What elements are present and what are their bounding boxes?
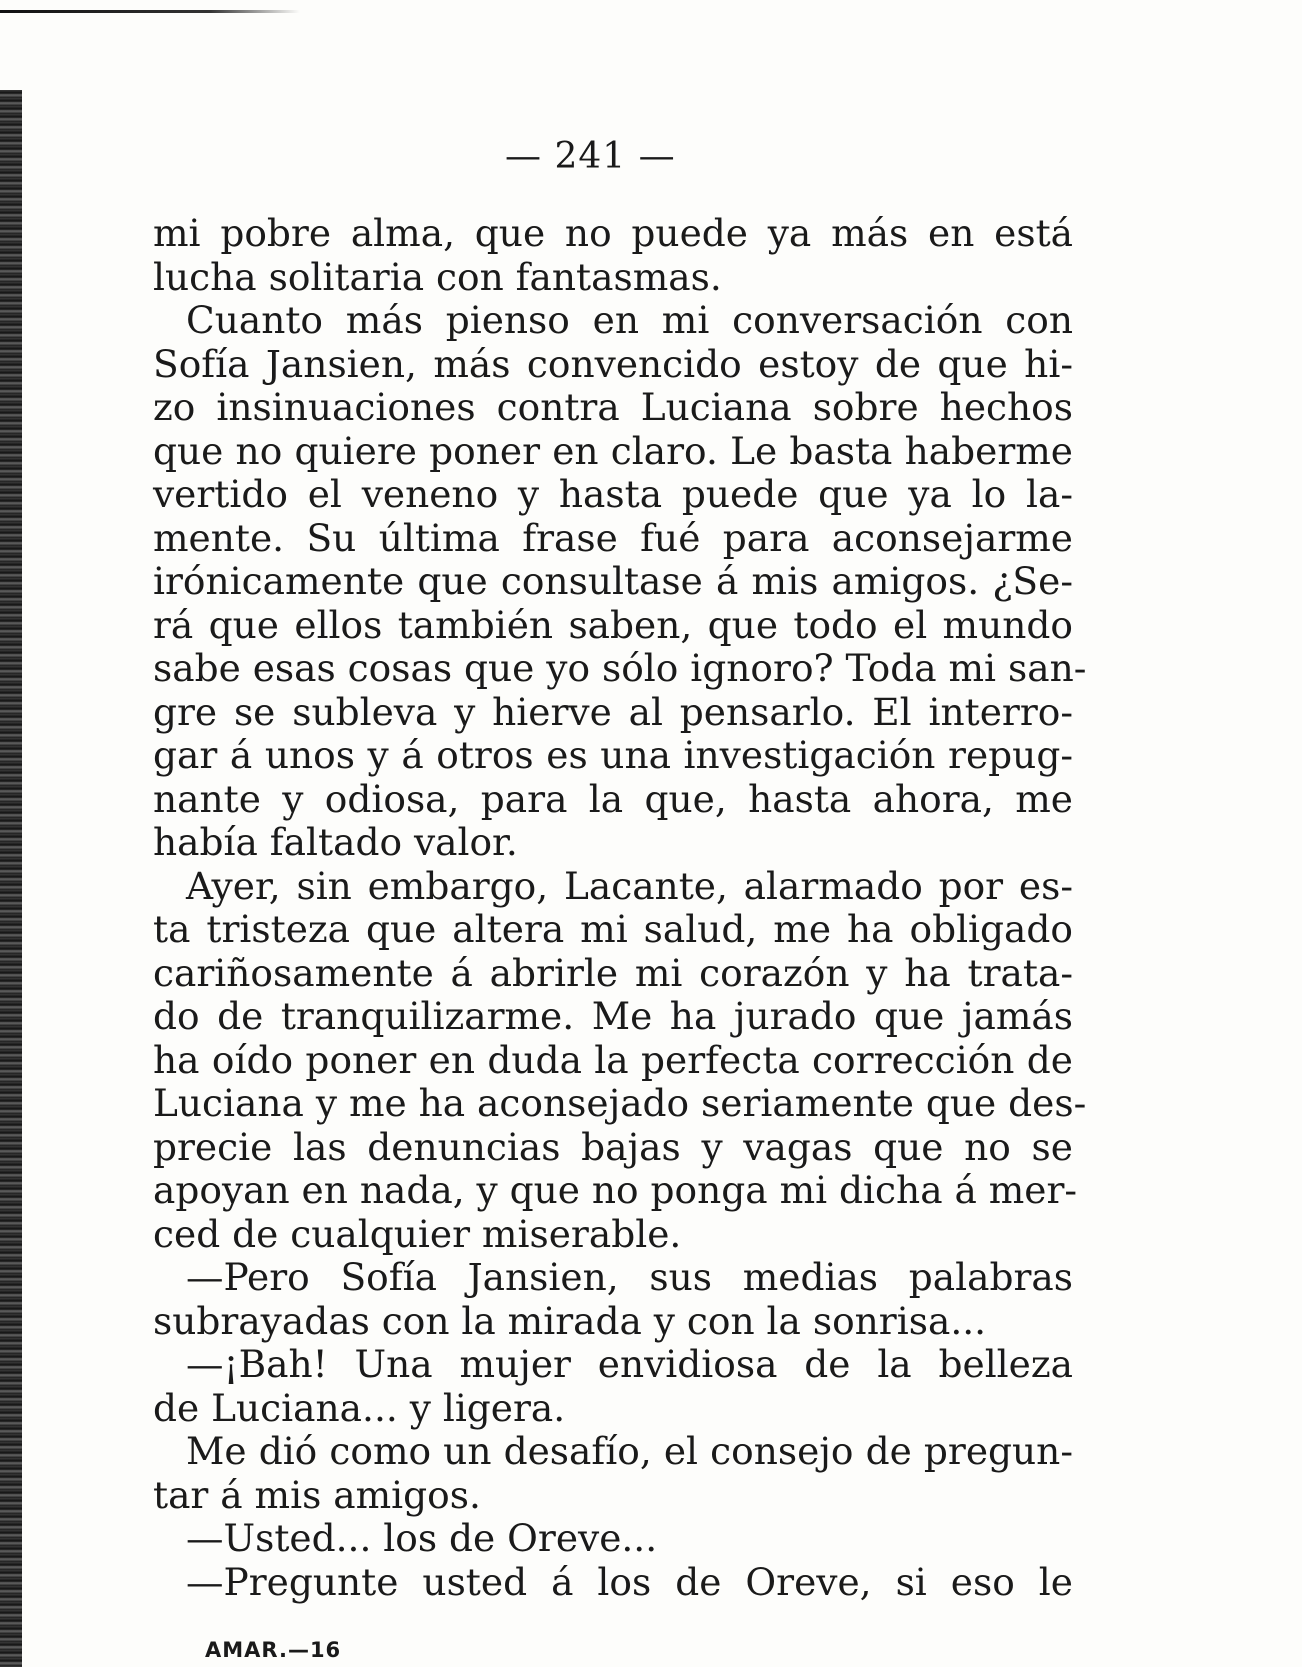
text-line: ha oído poner en duda la perfecta corrección de [153, 1037, 1073, 1082]
text-line: vertido el veneno y hasta puede que ya lo la- [153, 472, 1073, 516]
text-line: —Usted... los de Oreve... [186, 1516, 658, 1560]
text-line: sabe esas cosas que yo sólo ignoro? Toda mi san- [153, 646, 1087, 690]
text-line: apoyan en nada, y que no ponga mi dicha á mer- [153, 1168, 1078, 1212]
text-line: irónicamente que consultase á mis amigos. ¿Se- [153, 559, 1073, 603]
text-line: subrayadas con la mirada y con la sonrisa... [153, 1298, 987, 1343]
text-line: Ayer, sin embargo, Lacante, alarmado por es- [186, 863, 1073, 908]
text-line: —Pero Sofía Jansien, sus medias palabras [186, 1255, 1073, 1299]
scan-binding-edge [0, 90, 22, 1667]
text-line: rá que ellos también saben, que todo el mundo [153, 602, 1073, 647]
page-number: — 241 — [505, 136, 676, 177]
text-line: Sofía Jansien, más convencido estoy de que hi- [153, 341, 1073, 386]
text-line: tar á mis amigos. [153, 1472, 481, 1517]
text-line: precie las denuncias bajas y vagas que no se [153, 1124, 1073, 1169]
text-line: que no quiere poner en claro. Le basta haberme [153, 428, 1073, 473]
text-line: lucha solitaria con fantasmas. [153, 254, 722, 299]
text-line: había faltado valor. [153, 820, 518, 864]
text-line: ced de cualquier miserable. [153, 1211, 682, 1256]
text-line: gar á unos y á otros es una investigación repug- [153, 733, 1073, 777]
text-line: Cuanto más pienso en mi conversación con [186, 298, 1073, 342]
scan-top-rule [0, 10, 300, 13]
text-line: mi pobre alma, que no puede ya más en está [153, 211, 1073, 255]
text-line: nante y odiosa, para la que, hasta ahora, me [153, 776, 1073, 821]
text-line: mente. Su última frase fué para aconsejarme [153, 515, 1073, 560]
page-body-text [153, 211, 1087, 1604]
signature-mark: AMAR.—16 [205, 1638, 342, 1662]
text-line: Me dió como un desafío, el consejo de pregun- [186, 1429, 1073, 1473]
text-line: cariñosamente á abrirle mi corazón y ha trata- [153, 950, 1073, 995]
text-line: ta tristeza que altera mi salud, me ha obligado [153, 907, 1073, 951]
text-line: —Pregunte usted á los de Oreve, si eso le [186, 1559, 1073, 1604]
text-line: Luciana y me ha aconsejado seriamente que des- [153, 1081, 1087, 1125]
text-line: gre se subleva y hierve al pensarlo. El interro- [153, 689, 1073, 734]
text-line: zo insinuaciones contra Luciana sobre hechos [153, 385, 1073, 429]
text-line: do de tranquilizarme. Me ha jurado que jamás [153, 994, 1073, 1038]
text-line: de Luciana... y ligera. [153, 1385, 566, 1430]
text-line: —¡Bah! Una mujer envidiosa de la belleza [186, 1342, 1073, 1386]
